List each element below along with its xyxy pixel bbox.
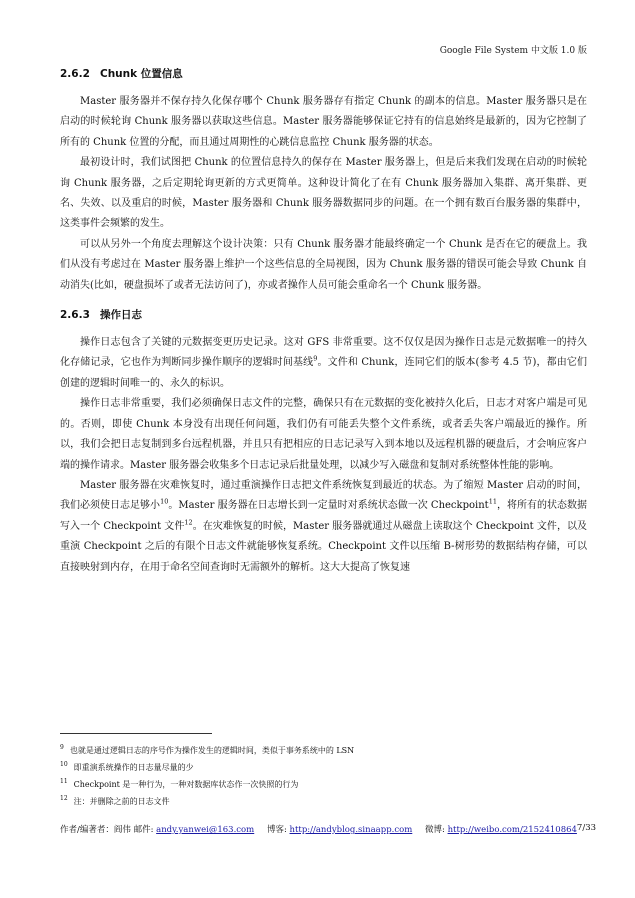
footnote-text: 也就是通过逻辑日志的序号作为操作发生的逻辑时间，类似于事务系统中的 LSN	[69, 746, 355, 755]
section-title: 操作日志	[100, 309, 142, 322]
text-run: 操作日志包含了关键的元数据变更历史记录。这对 GFS 非常重要。这不仅仅是因为操作日志是元数据唯一的持久化存储记录，它也作为判断同步操作顺序的逻辑时间基线	[60, 337, 587, 369]
paragraph	[60, 333, 587, 394]
section-operation-log	[60, 307, 587, 578]
section-chunk-location	[60, 66, 587, 296]
footnote-text: Checkpoint 是一种行为，一种对数据库状态作一次快照的行为	[73, 780, 299, 789]
footnote-mark: 10	[60, 761, 68, 769]
footnote	[60, 759, 587, 776]
blog-label: 博客:	[266, 825, 287, 835]
weibo-label: 微博:	[424, 825, 445, 835]
page-footer	[60, 823, 597, 835]
footnote-mark: 9	[60, 744, 64, 752]
footnote-text: 注：并删除之前的日志文件	[73, 797, 170, 806]
text-run: 。在灾难恢复的时候，Master 服务器就通过从磁盘上读取这个 Checkpoint 文件，以及重演 Checkpoint 之后的有限个日志文件就能够恢复系统。Checkpoint 文件以压缩 B-树形势的数据结构存储，可以直接映射到内存，在用于命名空间查询时无需额外的解析。这大大提高了恢复速	[60, 520, 588, 573]
weibo-link[interactable]: http://weibo.com/2152410864	[447, 825, 577, 835]
paragraph	[60, 476, 587, 578]
paragraph: Master 服务器并不保存持久化保存哪个 Chunk 服务器存有指定 Chunk 的副本的信息。Master 服务器只是在启动的时候轮询 Chunk 服务器以获取这些信息。Master 服务器能够保证它持有的信息始终是最新的，因为它控制了所有的 Chunk 位置的分配，而且通过周期性的心跳信息监控 Chunk 服务器的状态。	[60, 96, 587, 148]
page-body	[60, 66, 587, 578]
footnotes	[60, 742, 587, 810]
footer-contacts	[60, 823, 577, 835]
paragraph: 最初设计时，我们试图把 Chunk 的位置信息持久的保存在 Master 服务器上，但是后来我们发现在启动的时候轮询 Chunk 服务器，之后定期轮询更新的方式更简单。这种设计简化了在有 Chunk 服务器加入集群、离开集群、更名、失效、以及重启的时候，Master 服务器和 Chunk 服务器数据同步的问题。在一个拥有数百台服务器的集群中，这类事件会频繁的发生。	[60, 157, 587, 230]
page-number: 7/33	[576, 823, 597, 833]
footnote-text: 即重演系统操作的日志量尽量的少	[73, 763, 194, 772]
section-number: 2.6.2	[60, 68, 90, 80]
section-heading	[60, 307, 587, 324]
footnote	[60, 793, 587, 810]
text-run: ，将所有的状态数据写入一个 Checkpoint 文件	[60, 500, 588, 532]
running-header: Google File System 中文版 1.0 版	[439, 46, 587, 56]
paragraph: 操作日志非常重要，我们必须确保日志文件的完整，确保只有在元数据的变化被持久化后，日志才对客户端是可见的。否则，即使 Chunk 本身没有出现任何问题，我们仍有可能丢失整个文件系统，或者丢失客户端最近的操作。所以，我们会把日志复制到多台远程机器，并且只有把相应的日志记录写入到本地以及远程机器的硬盘后，才会响应客户端的操作请求。Master 服务器会收集多个日志记录后批量处理，以减少写入磁盘和复制对系统整体性能的影响。	[60, 398, 587, 471]
footnote	[60, 776, 587, 793]
footnote-divider	[60, 733, 212, 734]
email-link[interactable]: andy.yanwei@163.com	[156, 825, 255, 835]
footnote-mark: 12	[60, 795, 68, 803]
footnote-mark: 11	[60, 778, 68, 786]
footnote-ref[interactable]: 9	[313, 355, 318, 364]
blog-link[interactable]: http://andyblog.sinaapp.com	[289, 825, 413, 835]
footnote-ref[interactable]: 11	[488, 497, 497, 506]
author-label: 作者/编著者：阎伟 邮件:	[60, 825, 154, 835]
footnote	[60, 742, 587, 759]
section-number: 2.6.3	[60, 309, 90, 322]
text-run: Master 服务器在灾难恢复时，通过重演操作日志把文件系统恢复到最近的状态。为了缩短 Master 启动的时间，我们必须使日志足够小	[60, 479, 587, 512]
paragraph: 可以从另外一个角度去理解这个设计决策：只有 Chunk 服务器才能最终确定一个 Chunk 是否在它的硬盘上。我们从没有考虑过在 Master 服务器上维护一个这些信息的全局视图，因为 Chunk 服务器的错误可能会导致 Chunk 自动消失(比如，硬盘损坏了或者无法访问了)，亦或者操作人员可能会重命名一个 Chunk 服务器。	[60, 238, 587, 291]
section-heading	[60, 66, 587, 83]
footnote-ref[interactable]: 10	[160, 497, 169, 506]
text-run: 。Master 服务器在日志增长到一定量时对系统状态做一次 Checkpoint	[168, 500, 489, 512]
section-title: Chunk 位置信息	[100, 68, 183, 80]
footnote-ref[interactable]: 12	[184, 518, 193, 527]
text-run: 。文件和 Chunk，连同它们的版本(参考 4.5 节)，都由它们创建的逻辑时间唯一的、永久的标识。	[60, 357, 588, 389]
